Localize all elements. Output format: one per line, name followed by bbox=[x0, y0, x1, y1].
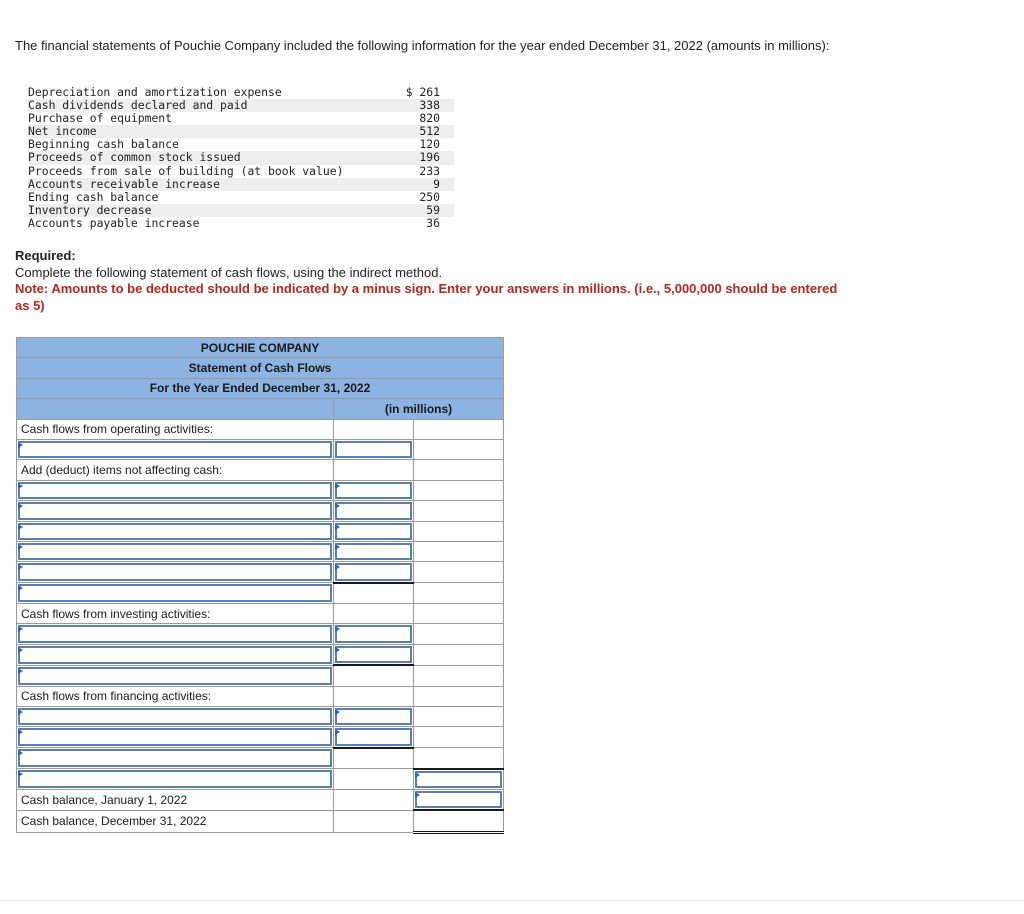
blank-cell bbox=[414, 419, 504, 439]
financing-1-amount-input[interactable] bbox=[334, 707, 414, 727]
given-value: 338 bbox=[419, 98, 440, 113]
given-label: Ending cash balance bbox=[28, 189, 159, 204]
blank-cell bbox=[334, 790, 414, 811]
blank-cell bbox=[334, 460, 414, 480]
given-value: 250 bbox=[419, 189, 440, 204]
given-row bbox=[28, 178, 454, 191]
adjustment-2-amount-input[interactable] bbox=[334, 501, 414, 521]
given-value: $ 261 bbox=[405, 85, 440, 99]
cash-begin-amount-input[interactable] bbox=[414, 790, 504, 811]
blank-cell bbox=[414, 480, 504, 500]
adjustments-label: Add (deduct) items not affecting cash: bbox=[17, 460, 334, 480]
given-label: Proceeds of common stock issued bbox=[28, 150, 241, 165]
blank-cell bbox=[414, 624, 504, 644]
investing-1-amount-input[interactable] bbox=[334, 624, 414, 644]
financing-total-amount-cell[interactable] bbox=[414, 748, 504, 769]
adjustment-4-label-input[interactable] bbox=[17, 541, 334, 561]
given-label: Beginning cash balance bbox=[28, 137, 179, 152]
blank-cell bbox=[414, 727, 504, 748]
adjustment-4-amount-input[interactable] bbox=[334, 541, 414, 561]
given-label: Purchase of equipment bbox=[28, 111, 173, 126]
header-blank bbox=[17, 399, 334, 419]
given-value: 9 bbox=[433, 176, 440, 191]
operating-section-label: Cash flows from operating activities: bbox=[17, 419, 334, 439]
footer-divider bbox=[0, 900, 1024, 901]
blank-cell bbox=[334, 769, 414, 790]
blank-cell bbox=[414, 439, 504, 459]
problem-intro: The financial statements of Pouchie Company included the following information for the year ended December 31, 2022 (amounts in millions): bbox=[15, 38, 830, 53]
given-row bbox=[28, 165, 454, 178]
given-label: Inventory decrease bbox=[28, 202, 152, 217]
blank-cell bbox=[414, 521, 504, 541]
given-value: 512 bbox=[419, 124, 440, 139]
given-row bbox=[28, 204, 454, 217]
given-value: 36 bbox=[426, 215, 440, 230]
statement-period: For the Year Ended December 31, 2022 bbox=[17, 378, 504, 398]
blank-cell bbox=[334, 686, 414, 706]
blank-cell bbox=[334, 419, 414, 439]
given-value: 120 bbox=[419, 137, 440, 152]
given-label: Cash dividends declared and paid bbox=[28, 98, 248, 113]
operating-total-amount-cell[interactable] bbox=[414, 583, 504, 604]
blank-cell bbox=[414, 604, 504, 624]
given-value: 59 bbox=[426, 202, 440, 217]
operating-total-label-input[interactable] bbox=[17, 583, 334, 604]
operating-line-1-label-input[interactable] bbox=[17, 439, 334, 459]
blank-cell bbox=[334, 604, 414, 624]
financing-total-label-input[interactable] bbox=[17, 748, 334, 769]
adjustment-5-amount-input[interactable] bbox=[334, 562, 414, 583]
investing-2-amount-input[interactable] bbox=[334, 644, 414, 665]
statement-units: (in millions) bbox=[334, 399, 504, 419]
given-label: Proceeds from sale of building (at book value) bbox=[28, 163, 344, 178]
investing-section-label: Cash flows from investing activities: bbox=[17, 604, 334, 624]
blank-cell bbox=[334, 665, 414, 686]
blank-cell bbox=[414, 686, 504, 706]
blank-cell bbox=[414, 644, 504, 665]
cash-flow-statement-table bbox=[16, 337, 504, 834]
investing-total-label-input[interactable] bbox=[17, 665, 334, 686]
adjustment-5-label-input[interactable] bbox=[17, 562, 334, 583]
statement-company: POUCHIE COMPANY bbox=[17, 338, 504, 358]
required-section bbox=[15, 248, 845, 314]
given-row bbox=[28, 151, 454, 164]
blank-cell bbox=[334, 810, 414, 832]
given-data-list bbox=[28, 86, 454, 230]
blank-cell bbox=[414, 707, 504, 727]
financing-section-label: Cash flows from financing activities: bbox=[17, 686, 334, 706]
financing-2-amount-input[interactable] bbox=[334, 727, 414, 748]
given-row bbox=[28, 217, 454, 230]
financing-1-label-input[interactable] bbox=[17, 707, 334, 727]
blank-cell bbox=[414, 501, 504, 521]
investing-1-label-input[interactable] bbox=[17, 624, 334, 644]
blank-cell bbox=[334, 748, 414, 769]
adjustment-3-label-input[interactable] bbox=[17, 521, 334, 541]
operating-line-1-amount-input[interactable] bbox=[334, 439, 414, 459]
required-note: Note: Amounts to be deducted should be indicated by a minus sign. Enter your answers in millions. (i.e., 5,000,000 should be entered as 5) bbox=[15, 281, 838, 313]
blank-cell bbox=[414, 460, 504, 480]
cash-begin-label: Cash balance, January 1, 2022 bbox=[17, 790, 334, 811]
adjustment-3-amount-input[interactable] bbox=[334, 521, 414, 541]
given-value: 196 bbox=[419, 150, 440, 165]
investing-2-label-input[interactable] bbox=[17, 644, 334, 665]
given-label: Net income bbox=[28, 124, 97, 139]
financing-2-label-input[interactable] bbox=[17, 727, 334, 748]
given-label: Accounts receivable increase bbox=[28, 176, 221, 191]
blank-cell bbox=[414, 541, 504, 561]
blank-cell bbox=[414, 562, 504, 583]
given-label: Accounts payable increase bbox=[28, 215, 200, 230]
given-row bbox=[28, 191, 454, 204]
adjustment-2-label-input[interactable] bbox=[17, 501, 334, 521]
required-title: Required: bbox=[15, 248, 76, 263]
cash-end-label: Cash balance, December 31, 2022 bbox=[17, 810, 334, 832]
given-label: Depreciation and amortization expense bbox=[28, 85, 282, 99]
adjustment-1-amount-input[interactable] bbox=[334, 480, 414, 500]
cash-end-amount-cell[interactable] bbox=[414, 810, 504, 832]
blank-cell bbox=[334, 583, 414, 604]
given-value: 820 bbox=[419, 111, 440, 126]
net-change-amount-input[interactable] bbox=[414, 769, 504, 790]
required-instruction: Complete the following statement of cash flows, using the indirect method. bbox=[15, 264, 443, 280]
statement-title: Statement of Cash Flows bbox=[17, 358, 504, 378]
adjustment-1-label-input[interactable] bbox=[17, 480, 334, 500]
net-change-label-input[interactable] bbox=[17, 769, 334, 790]
investing-total-amount-cell[interactable] bbox=[414, 665, 504, 686]
given-value: 233 bbox=[419, 163, 440, 178]
